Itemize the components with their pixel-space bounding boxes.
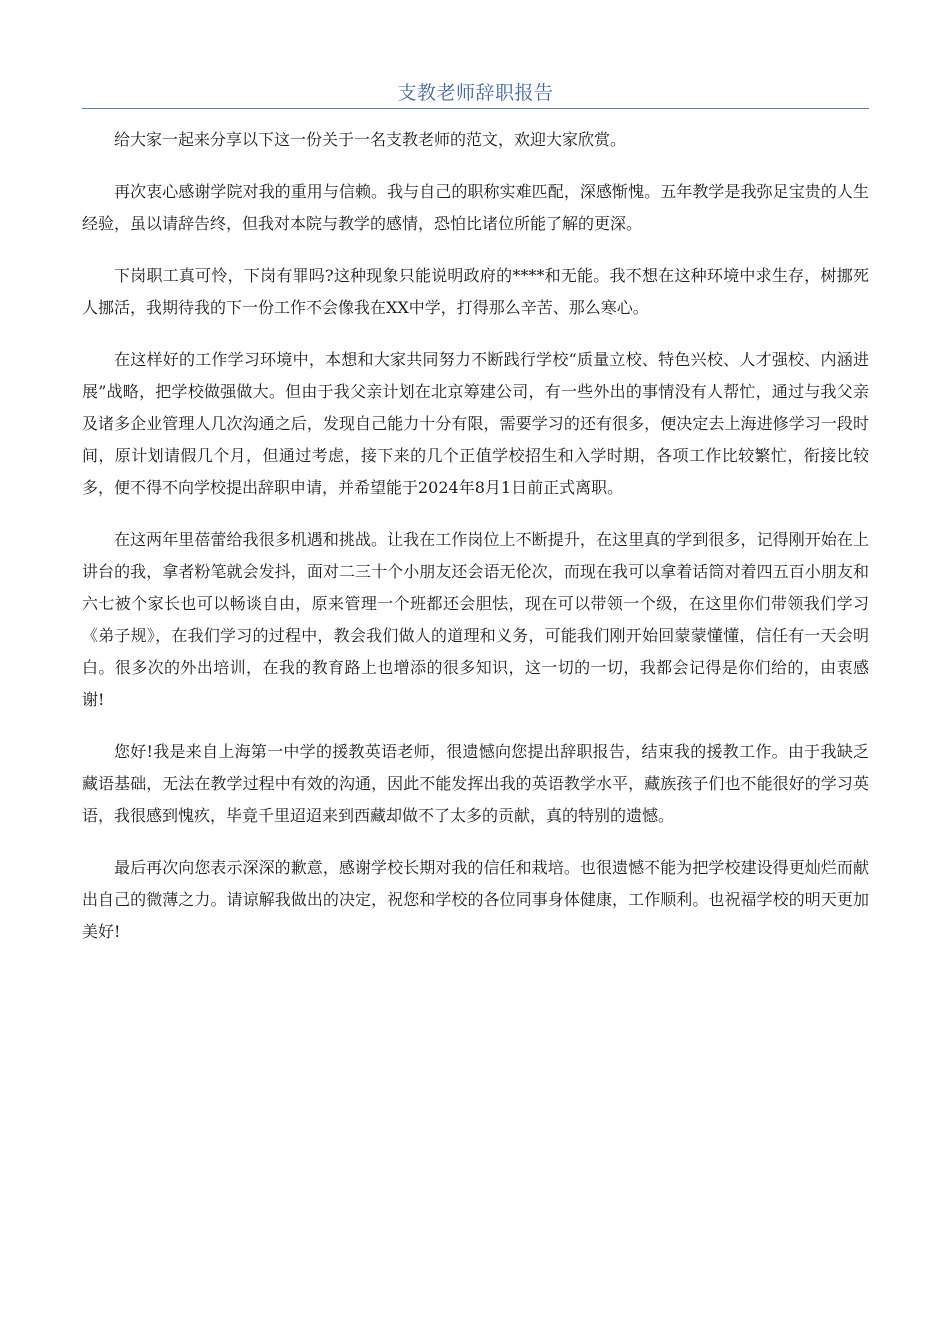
title-header [82, 78, 869, 109]
document-body [82, 124, 869, 968]
paragraph-intro: 给大家一起来分享以下这一份关于一名支教老师的范文，欢迎大家欣赏。 [114, 130, 627, 149]
document-title: 支教老师辞职报告 [397, 82, 554, 104]
paragraph-reason: 在这样好的工作学习环境中，本想和大家共同努力不断践行学校“质量立校、特色兴校、人才强校、内涵进展”战略，把学校做强做大。但由于我父亲计划在北京筹建公司，有一些外出的事情没有人帮忙，通过与我父亲及诸多企业管理人几次沟通之后，发现自己能力十分有限，需要学习的还有很多，便决定去上海进修学习一段时间，原计划请假几个月，但通过考虑，接下来的几个正值学校招生和入学时期，各项工作比较繁忙，衔接比较多，便不得不向学校提出辞职申请，并希望能于2024年8月1日前正式离职。 [82, 350, 869, 497]
paragraph-tibet: 您好!我是来自上海第一中学的援教英语老师，很遗憾向您提出辞职报告，结束我的援教工作。由于我缺乏藏语基础，无法在教学过程中有效的沟通，因此不能发挥出我的英语教学水平，藏族孩子们也不能很好的学习英语，我很感到愧疚，毕竟千里迢迢来到西藏却做不了太多的贡献，真的特别的遗憾。 [82, 742, 869, 825]
paragraph-closing: 最后再次向您表示深深的歉意，感谢学校长期对我的信任和栽培。也很遗憾不能为把学校建设得更灿烂而献出自己的微薄之力。请谅解我做出的决定，祝您和学校的各位同事身体健康，工作顺利。也祝福学校的明天更加美好! [82, 858, 869, 941]
paragraph-gratitude: 再次衷心感谢学院对我的重用与信赖。我与自己的职称实难匹配，深感惭愧。五年教学是我弥足宝贵的人生经验，虽以请辞告终，但我对本院与教学的感情，恐怕比诸位所能了解的更深。 [82, 182, 869, 233]
paragraph-complaint: 下岗职工真可怜，下岗有罪吗?这种现象只能说明政府的****和无能。我不想在这种环境中求生存，树挪死人挪活，我期待我的下一份工作不会像我在XX中学，打得那么辛苦、那么寒心。 [82, 266, 869, 317]
paragraph-experience: 在这两年里蓓蕾给我很多机遇和挑战。让我在工作岗位上不断提升，在这里真的学到很多，记得刚开始在上讲台的我，拿者粉笔就会发抖，面对二三十个小朋友还会语无伦次，而现在我可以拿着话筒对着四五百小朋友和六七被个家长也可以畅谈自由，原来管理一个班都还会胆怯，现在可以带领一个级，在这里你们带领我们学习《弟子规》，在我们学习的过程中，教会我们做人的道理和义务，可能我们刚开始回蒙蒙懂懂，信任有一天会明白。很多次的外出培训，在我的教育路上也增添的很多知识，这一切的一切，我都会记得是你们给的，由衷感谢! [82, 530, 869, 709]
